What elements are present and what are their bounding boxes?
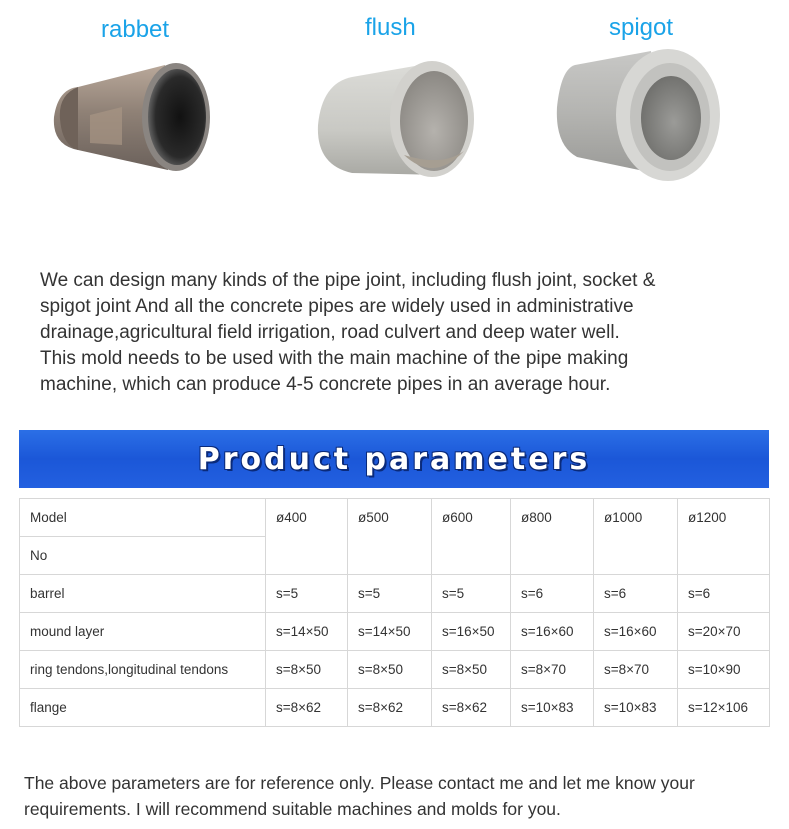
- table-cell: ø800: [511, 499, 594, 575]
- table-cell: s=20×70: [678, 613, 770, 651]
- table-cell: s=16×60: [511, 613, 594, 651]
- table-cell: ø1000: [594, 499, 678, 575]
- table-cell: s=6: [678, 575, 770, 613]
- intro-line: drainage,agricultural field irrigation, road culvert and deep water well.: [40, 322, 620, 343]
- product-parameters-banner: [19, 430, 769, 488]
- rabbet-label: rabbet: [101, 16, 170, 43]
- intro-line: spigot joint And all the concrete pipes are widely used in administrative: [40, 296, 634, 317]
- table-cell: s=14×50: [266, 613, 348, 651]
- table-cell: s=6: [511, 575, 594, 613]
- table-row: [20, 499, 770, 537]
- table-row: [20, 613, 770, 651]
- table-cell: barrel: [20, 575, 266, 613]
- table-cell: s=16×60: [594, 613, 678, 651]
- table-cell: s=8×62: [432, 689, 511, 727]
- table-cell: s=10×83: [511, 689, 594, 727]
- table-cell: ø600: [432, 499, 511, 575]
- table-cell: flange: [20, 689, 266, 727]
- table-cell: s=14×50: [348, 613, 432, 651]
- table-cell: s=8×70: [511, 651, 594, 689]
- table-cell: s=8×50: [348, 651, 432, 689]
- table-cell: s=6: [594, 575, 678, 613]
- table-cell: ø1200: [678, 499, 770, 575]
- spigot-pipe-image: [553, 45, 723, 185]
- table-cell: s=8×50: [432, 651, 511, 689]
- table-row: [20, 689, 770, 727]
- table-cell: Model: [20, 499, 266, 537]
- table-row: [20, 651, 770, 689]
- table-cell: No: [20, 537, 266, 575]
- rabbet-pipe-image: [50, 55, 215, 180]
- table-cell: s=16×50: [432, 613, 511, 651]
- table-cell: s=12×106: [678, 689, 770, 727]
- table-cell: s=8×50: [266, 651, 348, 689]
- intro-paragraph: [40, 268, 760, 398]
- table-cell: s=8×70: [594, 651, 678, 689]
- table-cell: s=5: [432, 575, 511, 613]
- table-cell: s=8×62: [266, 689, 348, 727]
- table-cell: ring tendons,longitudinal tendons: [20, 651, 266, 689]
- flush-label: flush: [365, 14, 416, 41]
- outro-line: requirements. I will recommend suitable machines and molds for you.: [24, 799, 561, 819]
- table-cell: ø500: [348, 499, 432, 575]
- parameters-table: [19, 498, 770, 727]
- banner-title: Product parameters: [197, 441, 591, 477]
- intro-line: We can design many kinds of the pipe joint, including flush joint, socket &: [40, 270, 656, 291]
- flush-pipe-image: [312, 55, 482, 185]
- table-cell: mound layer: [20, 613, 266, 651]
- outro-line: The above parameters are for reference only. Please contact me and let me know your: [24, 773, 695, 793]
- table-cell: s=10×90: [678, 651, 770, 689]
- table-cell: ø400: [266, 499, 348, 575]
- table-row: [20, 575, 770, 613]
- outro-paragraph: [24, 770, 764, 822]
- table-cell: s=5: [348, 575, 432, 613]
- table-cell: s=5: [266, 575, 348, 613]
- table-cell: s=8×62: [348, 689, 432, 727]
- table-cell: s=10×83: [594, 689, 678, 727]
- intro-line: machine, which can produce 4-5 concrete pipes in an average hour.: [40, 374, 611, 395]
- intro-line: This mold needs to be used with the main machine of the pipe making: [40, 348, 629, 369]
- spigot-label: spigot: [609, 14, 674, 41]
